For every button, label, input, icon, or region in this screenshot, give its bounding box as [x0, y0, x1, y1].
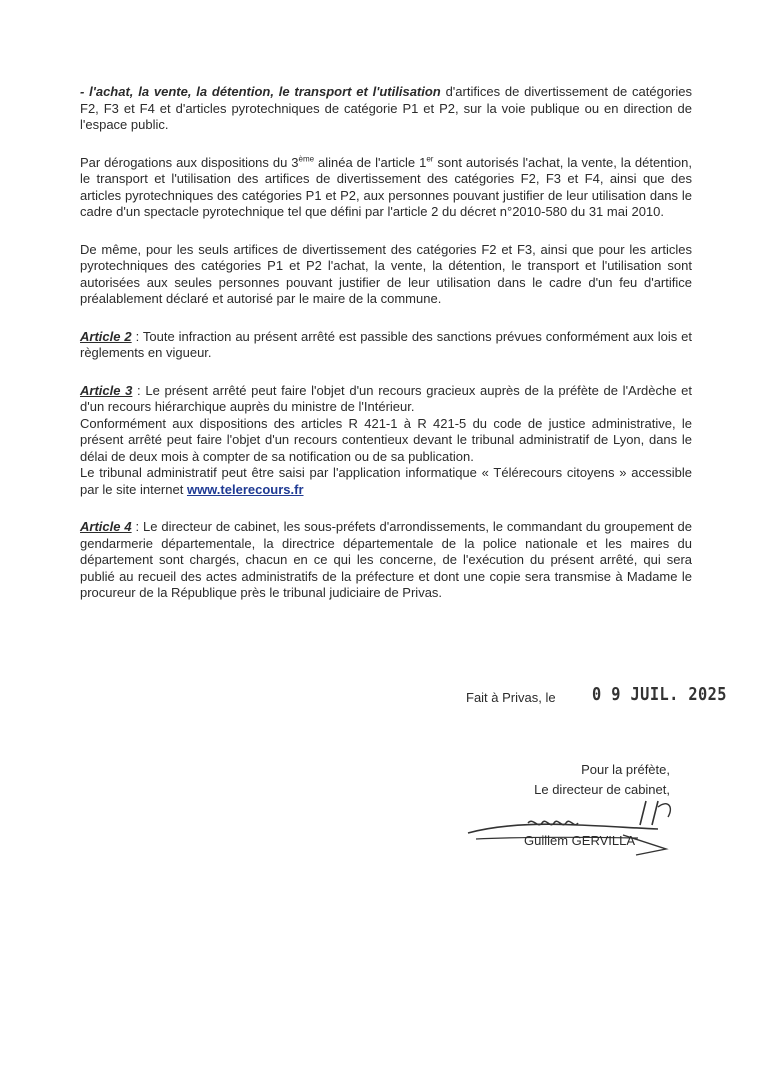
derogation-sup-1: ème: [298, 154, 315, 164]
derogation-text-b: alinéa de l'article 1: [314, 154, 427, 170]
derogation-text-a: Par dérogations aux dispositions du 3: [80, 154, 299, 170]
signature-block: [490, 760, 670, 800]
paragraph-prohibitions: [80, 84, 692, 134]
prohibition-text: d'artifices de divertissement de catégories F2, F3 et F4 et d'articles pyrotechniques de catégorie P1 et P2, sur la voie publique ou en direction de l'espace public.: [80, 84, 692, 132]
article-4: [80, 519, 692, 602]
date-stamp: 0 9 JUIL. 2025: [592, 684, 727, 705]
article-3-line-1: [80, 383, 692, 416]
handwritten-signature-icon: [458, 795, 688, 865]
paragraph-derogations: [80, 155, 692, 221]
signer-for: Pour la préfète,: [581, 762, 670, 777]
article-3-label: Article 3: [80, 382, 133, 398]
article-3-text-3: Le tribunal administratif peut être saisi par l'application informatique « Télérecours citoyens » accessible par le site internet: [80, 465, 692, 497]
article-2-label: Article 2: [80, 328, 132, 344]
article-4-text: : Le directeur de cabinet, les sous-préfets d'arrondissements, le commandant du groupement de gendarmerie départementale, la directrice départementale de la police nationale et les maires du département sont chargés, chacun en ce qui les concerne, de l'exécution du présent arrêté, qui sera publié au recueil des actes administratifs de la préfecture et dont une copie sera transmise à Madame le procureur de la République près le tribunal judiciaire de Privas.: [80, 519, 692, 600]
prohibition-bold-text: - l'achat, la vente, la détention, le transport et l'utilisation: [80, 84, 441, 99]
article-3-line-3: [80, 465, 692, 498]
article-3-text-1: : Le présent arrêté peut faire l'objet d'un recours gracieux auprès de la préfète de l'Ardèche et d'un recours hiérarchique auprès du ministre de l'Intérieur.: [80, 382, 692, 414]
article-2: [80, 329, 692, 362]
article-3: [80, 383, 692, 499]
article-3-line-2: Conformément aux dispositions des articles R 421-1 à R 421-5 du code de justice administrative, le présent arrêté peut faire l'objet d'un recours contentieux devant le tribunal administratif de Lyon, dans le délai de deux mois à compter de sa notification ou de sa publication.: [80, 415, 692, 464]
derogation-text-c: sont autorisés l'achat, la vente, la détention, le transport et l'utilisation des artifices de divertissement des catégories F2, F3 et F4, ainsi que des articles pyrotechniques des catégories P1 et P2, aux personnes pouvant justifier de leur utilisation dans le cadre d'un spectacle pyrotechnique tel que défini par l'article 2 du décret n°2010-580 du 31 mai 2010.: [80, 154, 692, 219]
article-4-label: Article 4: [80, 519, 132, 534]
derogation-sup-2: er: [426, 154, 434, 164]
article-2-text: : Toute infraction au présent arrêté est passible des sanctions prévues conformément aux lois et règlements en vigueur.: [80, 328, 692, 360]
paragraph-de-meme: De même, pour les seuls artifices de divertissement des catégories F2 et F3, ainsi que pour les articles pyrotechniques des catégories P1 et P2 l'achat, la vente, la détention, le transport et l'utilisation sont autorisées aux seules personnes pouvant justifier de leur utilisation dans le cadre d'un feu d'artifice préalablement déclaré et autorisé par le maire de la commune.: [80, 241, 692, 306]
signer-name: Guillem GERVILLA: [524, 833, 636, 848]
place-label: Fait à Privas, le: [466, 690, 556, 705]
telerecours-link[interactable]: www.telerecours.fr: [186, 481, 304, 497]
signer-role: Le directeur de cabinet,: [534, 782, 670, 797]
document-body: [80, 84, 692, 623]
